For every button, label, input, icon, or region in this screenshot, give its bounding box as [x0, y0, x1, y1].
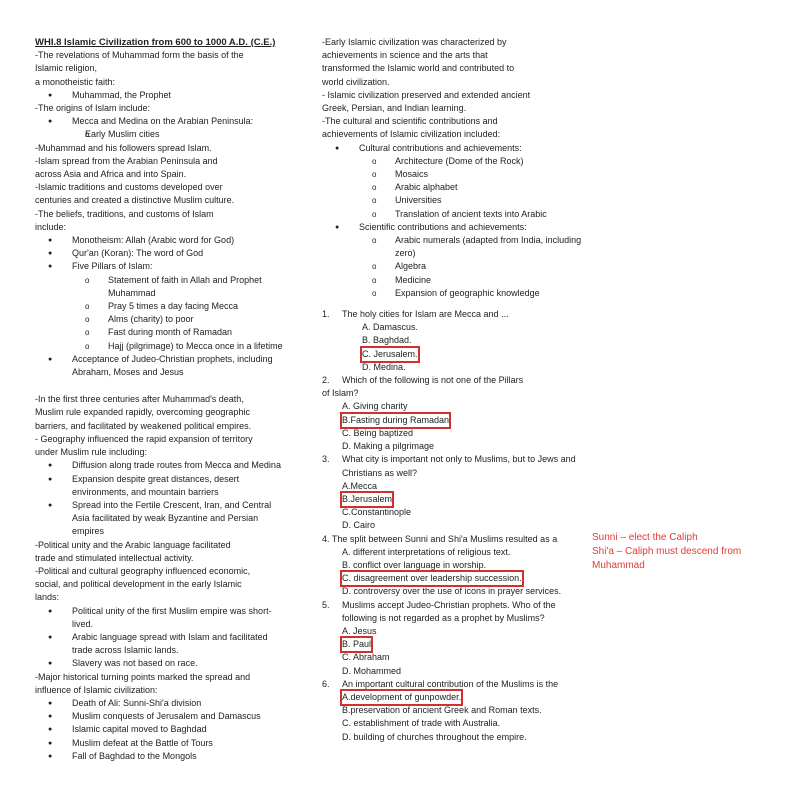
question-text: The holy cities for Islam are Mecca and ... [342, 309, 509, 320]
p5 [35, 539, 290, 605]
list-item: ● Cultural contributions and achievements: [322, 142, 584, 155]
cultural-item: o Mosaics [322, 168, 584, 181]
answer-option-highlighted: B.Fasting during Ramadan [342, 414, 449, 427]
text-line: lands: [35, 592, 60, 603]
text-line: -Muhammad and his followers spread Islam. [35, 142, 212, 153]
notes-right-column [322, 36, 584, 744]
list-item: ● Qur'an (Koran): The word of God [35, 247, 290, 260]
question-3 [322, 453, 584, 532]
list-item: ● Political unity of the first Muslim empire was short-lived. [35, 605, 290, 631]
question-5 [322, 599, 584, 678]
pillar-item: o Fast during month of Ramadan [35, 326, 290, 339]
question-number: 4. [322, 533, 330, 544]
question-6 [322, 678, 584, 744]
list-item: o Early Muslim cities [35, 128, 290, 141]
answer-option: D. Making a pilgrimage [342, 441, 435, 452]
text-line: under Muslim rule including: [35, 447, 148, 458]
answer-option: C. establishment of trade with Australia. [342, 718, 501, 729]
scientific-item: o Arabic numerals (adapted from India, including zero) [322, 234, 584, 260]
pillar-item: o Statement of faith in Allah and Prophet Muhammad [35, 274, 290, 300]
answer-option: D. Cairo [342, 520, 376, 531]
text-line: achievements in science and the arts that [322, 50, 488, 61]
text-line: Muslim rule expanded rapidly, overcoming geographic [35, 407, 250, 418]
answer-option: D. controversy over the use of icons in prayer services. [342, 586, 562, 597]
note-line: Shi'a – Caliph must descend from Muhammad [592, 546, 742, 571]
pillar-item: o Hajj (pilgrimage) to Mecca once in a lifetime [35, 340, 290, 353]
text-line: social, and political development in the early Islamic [35, 579, 242, 590]
text-line: - Geography influenced the rapid expansion of territory [35, 433, 253, 444]
pillar-item: o Pray 5 times a day facing Mecca [35, 300, 290, 313]
question-text: The split between Sunni and Shi'a Muslims resulted as a [331, 533, 558, 544]
answer-option-highlighted: B.Jerusalem [342, 493, 392, 506]
answer-option: B. conflict over language in worship. [342, 559, 487, 570]
question-1 [322, 308, 584, 374]
b5 [35, 459, 290, 538]
answer-option: A.Mecca [342, 480, 378, 491]
p4 [35, 393, 290, 459]
list-item: ● Scientific contributions and achievements: [322, 221, 584, 234]
question-text: of Islam? [322, 388, 359, 399]
text-line: trade and stimulated intellectual activity. [35, 552, 194, 563]
text-line: Islamic religion, [35, 63, 98, 74]
cultural-item: o Arabic alphabet [322, 181, 584, 194]
question-text: Muslims accept Judeo-Christian prophets. Who of the following is not regarded as a prophet by Muslims? [342, 599, 556, 623]
answer-option: C.Constantinople [342, 507, 412, 518]
list-item: ● Muslim defeat at the Battle of Tours [35, 737, 290, 750]
question-number: 3. [322, 454, 330, 465]
p1 [35, 49, 290, 89]
list-item: ● Muhammad, the Prophet [35, 89, 290, 102]
list-item: ● Acceptance of Judeo-Christian prophets, including Abraham, Moses and Jesus [35, 353, 290, 379]
question-number: 5. [322, 599, 330, 610]
answer-option: A. Giving charity [342, 401, 408, 412]
list-item: ● Monotheism: Allah (Arabic word for God) [35, 234, 290, 247]
text-line: -Early Islamic civilization was characterized by [322, 37, 507, 47]
answer-option-highlighted: C. Jerusalem. [362, 348, 418, 361]
text-line: centuries and created a distinctive Muslim culture. [35, 195, 235, 206]
answer-option-highlighted: B. Paul [342, 638, 371, 651]
b6 [35, 605, 290, 671]
text-line: -Major historical turning points marked the spread and [35, 671, 251, 682]
list-item: ● Fall of Baghdad to the Mongols [35, 750, 290, 763]
answer-option: A. different interpretations of religious text. [342, 546, 511, 557]
list-item: ● Diffusion along trade routes from Mecca and Medina [35, 459, 290, 472]
text-line: -Political unity and the Arabic language facilitated [35, 539, 231, 550]
p1 [322, 36, 584, 142]
notes-left-column [35, 36, 290, 763]
answer-option: C. Abraham [342, 652, 390, 663]
text-line: transformed the Islamic world and contributed to [322, 63, 515, 74]
question-number: 6. [322, 678, 330, 689]
question-number: 1. [322, 309, 330, 320]
text-line: -Islam spread from the Arabian Peninsula and [35, 155, 218, 166]
list-item: ● Death of Ali: Sunni-Shi'a division [35, 697, 290, 710]
b7 [35, 697, 290, 763]
cultural-item: o Translation of ancient texts into Arabic [322, 208, 584, 221]
text-line: - Islamic civilization preserved and extended ancient [322, 89, 531, 100]
text-line: across Asia and Africa and into Spain. [35, 169, 187, 180]
text-line: a monotheistic faith: [35, 76, 116, 87]
text-line: -The beliefs, traditions, and customs of Islam [35, 208, 214, 219]
list-item: ● Five Pillars of Islam: [35, 260, 290, 273]
cultural-item: o Universities [322, 194, 584, 207]
answer-option: B.preservation of ancient Greek and Roman texts. [342, 705, 542, 716]
question-text: Which of the following is not one of the Pillars [342, 375, 524, 386]
text-line: world civilization. [322, 76, 390, 87]
list-item: ● Spread into the Fertile Crescent, Iran, and Central Asia facilitated by weak Byzantine and Persian empires [35, 499, 290, 539]
text-line: include: [35, 221, 67, 232]
page-title: WHI.8 Islamic Civilization from 600 to 1000 A.D. (C.E.) [35, 37, 276, 48]
p6 [35, 671, 290, 697]
list-item: ● Mecca and Medina on the Arabian Peninsula: [35, 115, 290, 128]
list-item: ● Slavery was not based on race. [35, 657, 290, 670]
sunni-shia-note [592, 531, 792, 573]
answer-option: D. Medina. [362, 361, 406, 372]
question-number: 2. [322, 375, 330, 386]
b1 [35, 89, 290, 102]
list-item: ● Muslim conquests of Jerusalem and Damascus [35, 710, 290, 723]
cultural-item: o Architecture (Dome of the Rock) [322, 155, 584, 168]
question-text: An important cultural contribution of the Muslims is the [342, 678, 559, 689]
scientific-item: o Medicine [322, 274, 584, 287]
text-line: achievements of Islamic civilization included: [322, 129, 501, 140]
text-line: -Islamic traditions and customs developed over [35, 182, 223, 193]
text-line: -The revelations of Muhammad form the basis of the [35, 50, 244, 61]
answer-option-highlighted: C. disagreement over leadership succession. [342, 572, 522, 585]
question-text: What city is important not only to Muslims, but to Jews and Christians as well? [342, 454, 576, 478]
answer-option: A. Jesus [342, 625, 377, 636]
answer-option: A. Damascus. [362, 322, 419, 333]
answer-option: D. building of churches throughout the empire. [342, 731, 527, 742]
question-2 [322, 374, 584, 453]
b2 [35, 115, 290, 141]
list-item: ● Arabic language spread with Islam and facilitated trade across Islamic lands. [35, 631, 290, 657]
pillar-item: o Alms (charity) to poor [35, 313, 290, 326]
text-line: -In the first three centuries after Muhammad's death, [35, 394, 244, 405]
p3 [35, 142, 290, 234]
text-line: -The cultural and scientific contributions and [322, 116, 498, 127]
answer-option: D. Mohammed [342, 665, 402, 676]
text-line: influence of Islamic civilization: [35, 684, 158, 695]
question-4 [322, 533, 584, 599]
note-line: Sunni – elect the Caliph [592, 532, 698, 543]
text-line: Greek, Persian, and Indian learning. [322, 103, 467, 114]
contributions-list [322, 142, 584, 300]
scientific-item: o Algebra [322, 260, 584, 273]
text-line: barriers, and facilitated by weakened political empires. [35, 420, 252, 431]
list-item: ● Islamic capital moved to Baghdad [35, 723, 290, 736]
text-line: -The origins of Islam include: [35, 103, 151, 114]
scientific-item: o Expansion of geographic knowledge [322, 287, 584, 300]
b3 [35, 234, 290, 379]
text-line: -Political and cultural geography influenced economic, [35, 565, 251, 576]
list-item: ● Expansion despite great distances, desert environments, and mountain barriers [35, 473, 290, 499]
answer-option: B. Baghdad. [362, 335, 412, 346]
answer-option: C. Being baptized [342, 427, 414, 438]
answer-option-highlighted: A.development of gunpowder. [342, 691, 461, 704]
